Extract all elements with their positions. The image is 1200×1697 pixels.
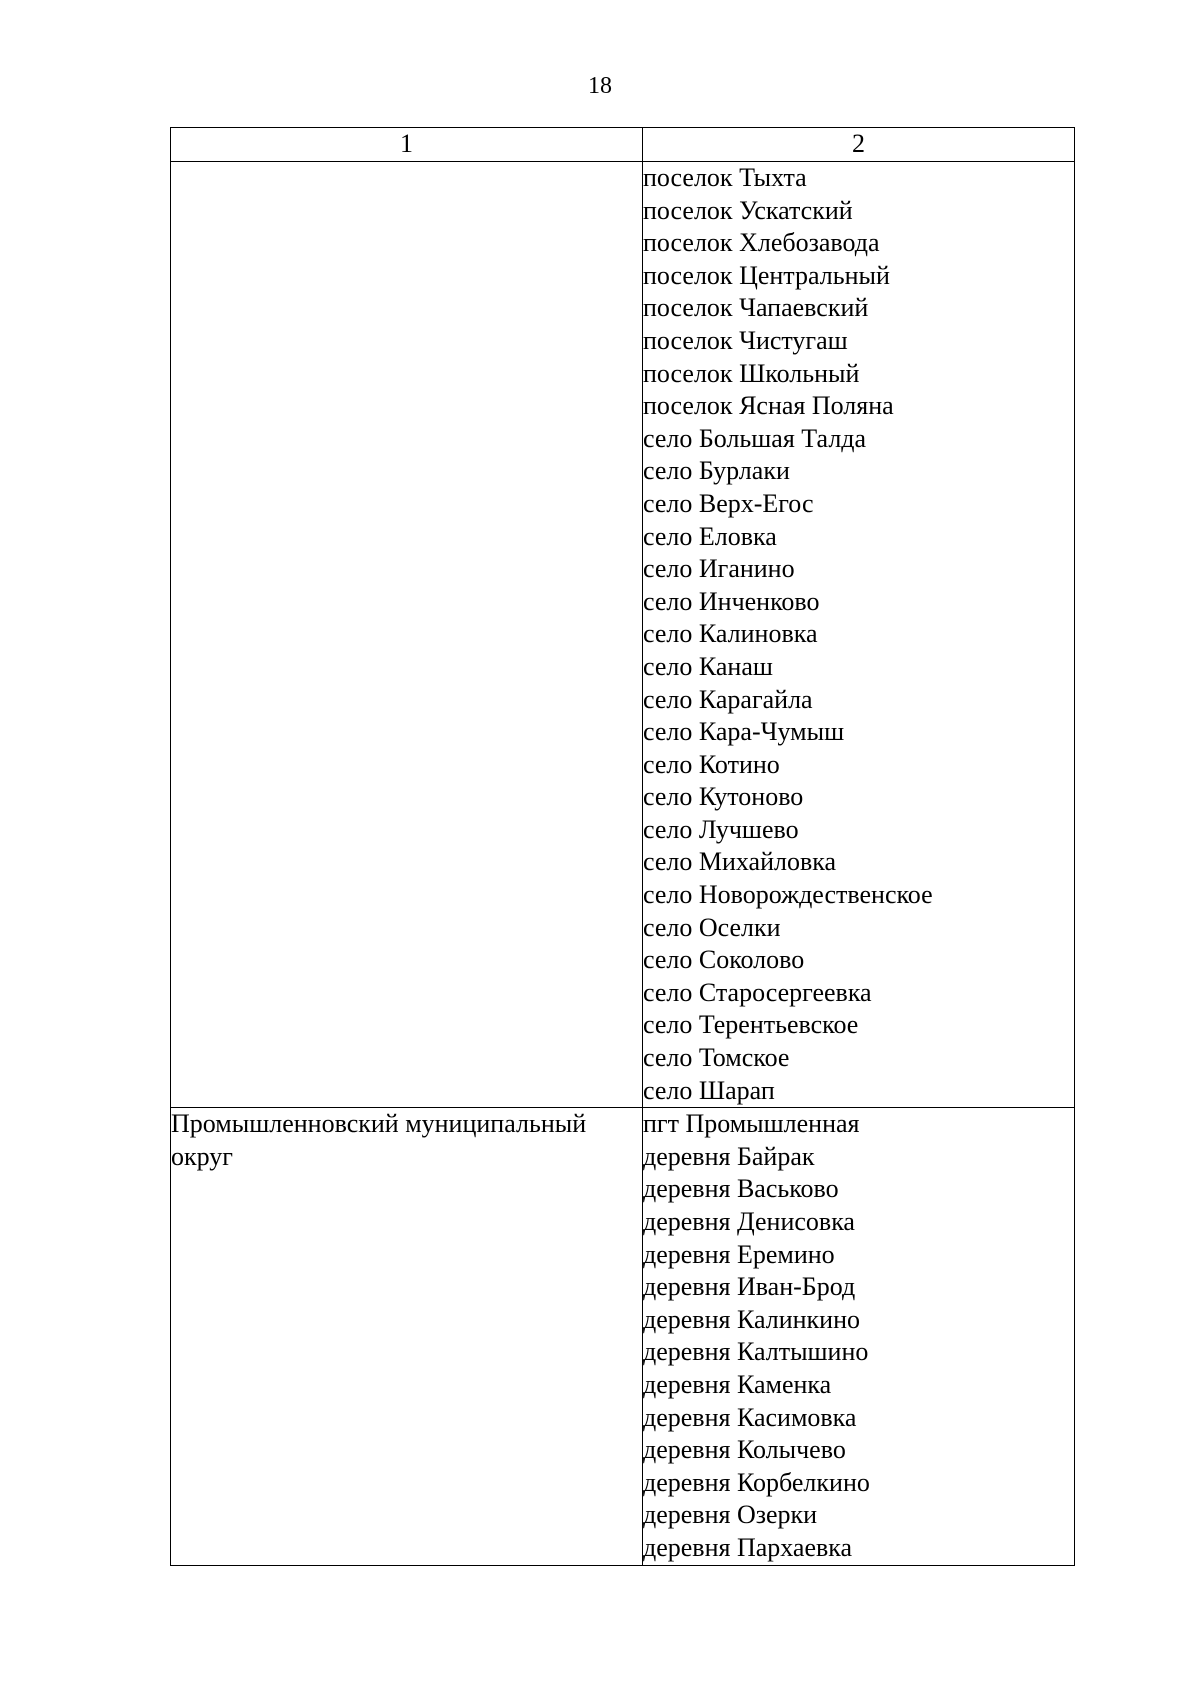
place-item: деревня Иван-Брод [643, 1272, 856, 1302]
place-item: поселок Ускатский [643, 195, 853, 225]
places-cell [643, 1108, 1075, 1565]
place-item: деревня Калтышино [643, 1337, 869, 1367]
place-item: село Иганино [643, 554, 795, 584]
place-item: поселок Школьный [643, 358, 860, 388]
place-item: поселок Центральный [643, 260, 890, 290]
place-item: деревня Васьково [643, 1174, 839, 1204]
table-row [171, 1108, 1075, 1565]
column-header-1: 1 [171, 128, 643, 162]
page-number: 18 [588, 73, 612, 99]
place-item: деревня Байрак [643, 1141, 815, 1171]
place-item: село Новорождественское [643, 880, 933, 910]
place-item: село Большая Талда [643, 423, 867, 453]
place-item: деревня Каменка [643, 1369, 832, 1399]
place-item: деревня Еремино [643, 1239, 835, 1269]
table-header-row [171, 128, 1075, 162]
place-item: деревня Корбелкино [643, 1467, 870, 1497]
district-cell [171, 162, 643, 1108]
place-item: деревня Озерки [643, 1500, 818, 1530]
place-item: поселок Тыхта [643, 163, 807, 192]
place-item: село Кутоново [643, 782, 804, 812]
place-list [643, 1108, 1074, 1564]
place-item: село Калиновка [643, 619, 818, 649]
place-item: село Котино [643, 749, 780, 779]
place-item: село Канаш [643, 651, 773, 681]
place-item: поселок Хлебозавода [643, 228, 880, 258]
place-item: село Томское [643, 1043, 790, 1073]
place-item: пгт Промышленная [643, 1109, 860, 1139]
place-item: село Карагайла [643, 684, 813, 714]
place-item: село Кара-Чумыш [643, 717, 845, 747]
place-item: деревня Касимовка [643, 1402, 857, 1432]
place-item: деревня Колычево [643, 1435, 846, 1465]
place-item: село Старосергеевка [643, 977, 872, 1007]
place-item: поселок Чистугаш [643, 325, 848, 355]
place-item: деревня Калинкино [643, 1304, 860, 1334]
place-item: село Михайловка [643, 847, 837, 877]
place-item: деревня Пархаевка [643, 1532, 853, 1562]
place-list [643, 162, 1074, 1107]
place-item: поселок Ясная Поляна [643, 391, 894, 421]
place-item: село Терентьевское [643, 1010, 859, 1040]
table-row [171, 162, 1075, 1108]
place-item: село Еловка [643, 521, 777, 551]
place-item: поселок Чапаевский [643, 293, 869, 323]
place-item: деревня Денисовка [643, 1207, 855, 1236]
place-item: село Соколово [643, 945, 805, 975]
place-item: село Инченково [643, 586, 820, 616]
place-item: село Лучшево [643, 814, 799, 844]
district-cell: Промышленновский муниципальный округ [171, 1108, 643, 1565]
column-header-2: 2 [643, 128, 1075, 162]
places-cell [643, 162, 1075, 1108]
place-item: село Шарап [643, 1075, 775, 1105]
place-item: село Бурлаки [643, 456, 790, 486]
place-item: село Оселки [643, 912, 781, 942]
place-item: село Верх-Егос [643, 488, 814, 518]
settlements-table [170, 127, 1075, 1566]
